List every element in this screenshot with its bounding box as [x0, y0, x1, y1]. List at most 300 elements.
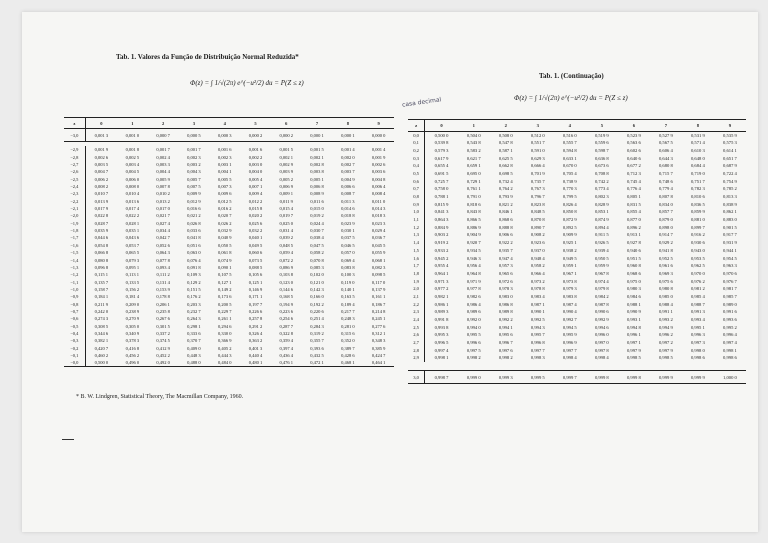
probability-cell: 0,999 8	[586, 371, 618, 384]
probability-cell: 0,998 4	[594, 355, 609, 361]
probability-cell: 0,006 8	[310, 184, 324, 190]
probability-cell: 0,012 5	[217, 198, 232, 204]
probability-cell: 0,648 0	[690, 155, 705, 161]
probability-cell: 0,025 0	[279, 220, 293, 226]
probability-cell: 0,267 6	[156, 316, 170, 322]
probability-cell: 0,004 3	[187, 169, 201, 175]
z-value-cell: 0,5	[408, 170, 425, 178]
probability-cell: 0,294 6	[217, 323, 232, 329]
probability-cell: 0,330 0	[217, 330, 232, 336]
probability-cell: 0,992 9	[594, 317, 609, 323]
probability-cell: 0,998 5	[626, 355, 641, 361]
probability-cell: 0,039 2	[279, 235, 293, 241]
probability-cell: 0,137 9	[371, 286, 386, 292]
probability-cell: 0,841 3	[434, 209, 449, 215]
probability-cell: 0,428 6	[341, 352, 355, 358]
probability-cell: 0,964 1	[434, 270, 449, 276]
z-value-cell: −1,1	[64, 278, 85, 285]
probability-cell: 0,810 6	[690, 194, 705, 200]
z-value-cell: −3,0	[64, 129, 85, 141]
probability-cell: 0,333 6	[187, 330, 201, 336]
table-row	[408, 223, 746, 231]
z-value-cell: −2,4	[64, 183, 85, 190]
probability-cell: 0,807 8	[658, 194, 673, 200]
z-value-cell: 1,2	[408, 223, 425, 231]
table-row	[64, 293, 394, 300]
right-formula: Φ(z) = ∫ 1/√(2π) e^(−u²/2) du = P(Z ≤ z)	[514, 94, 628, 102]
z-value-cell: −1,2	[64, 271, 85, 278]
table-row	[408, 185, 746, 193]
probability-cell: 0,997 1	[626, 340, 641, 346]
probability-cell: 0,001 5	[310, 147, 324, 153]
probability-cell: 0,194 9	[279, 301, 293, 307]
probability-cell: 0,504 0	[466, 132, 481, 138]
probability-cell: 0,009 9	[187, 191, 201, 197]
probability-cell: 0,011 0	[371, 198, 386, 204]
probability-cell: 0,412 9	[156, 345, 170, 351]
probability-cell: 0,095 1	[125, 264, 140, 270]
probability-cell: 0,238 9	[125, 308, 140, 314]
probability-cell: 0,006 0	[125, 176, 140, 182]
probability-cell: 0,048 5	[279, 242, 293, 248]
probability-cell: 0,144 6	[279, 286, 293, 292]
probability-cell: 1	[458, 120, 490, 132]
probability-cell: 0,003 0	[248, 162, 263, 168]
z-value-cell: 1,9	[408, 277, 425, 285]
probability-cell: 0,779 4	[658, 186, 673, 192]
probability-cell: 0,980 8	[658, 286, 673, 292]
probability-cell: 0,014 6	[341, 206, 355, 212]
z-value-cell: 2,0	[408, 285, 425, 293]
probability-cell: 0,977 8	[466, 286, 481, 292]
z-value-cell: −1,3	[64, 264, 85, 271]
probability-cell: 0,153 9	[156, 286, 170, 292]
probability-cell: 0,970 0	[690, 270, 705, 276]
z-value-cell: −2,5	[64, 176, 85, 183]
table-row	[64, 220, 394, 227]
probability-cell: 0,999 8	[618, 371, 650, 384]
probability-cell: 0,993 8	[434, 324, 449, 330]
probability-cell: 0,002 2	[248, 154, 263, 160]
z-value-cell: −0,8	[64, 300, 85, 307]
probability-cell: 0,950 5	[594, 255, 609, 261]
probability-cell: 0,985 0	[658, 293, 673, 299]
probability-cell: 0,103 8	[279, 272, 293, 278]
table-row	[408, 316, 746, 324]
z-value-cell: 1,3	[408, 231, 425, 239]
probability-cell: 0,004 1	[217, 169, 232, 175]
probability-cell: 0,002 5	[125, 154, 140, 160]
table-row	[64, 278, 394, 285]
probability-cell: 0,994 9	[658, 324, 673, 330]
probability-cell: 0,901 5	[723, 224, 737, 230]
probability-cell: 0,448 3	[187, 352, 201, 358]
probability-cell: 0,054 8	[94, 242, 109, 248]
probability-cell: 0,898 0	[658, 224, 673, 230]
probability-cell: 0,917 7	[723, 232, 737, 238]
probability-cell: 0,931 9	[723, 240, 737, 246]
probability-cell: 0,308 5	[94, 323, 109, 329]
probability-cell: 0,003 9	[279, 169, 293, 175]
probability-cell: 0,460 2	[94, 352, 109, 358]
probability-cell: 0,983 8	[562, 293, 577, 299]
z-value-cell: −0,6	[64, 315, 85, 322]
probability-cell: 0,009 1	[279, 191, 293, 197]
probability-cell: 0,452 2	[156, 352, 170, 358]
probability-cell: 0,687 9	[723, 163, 737, 169]
probability-cell: 0,995 3	[434, 332, 449, 338]
left-formula: Φ(z) = ∫ 1/√(2π) e^(−u²/2) du = P(Z ≤ z)	[190, 79, 304, 87]
probability-cell: 0,864 3	[434, 217, 449, 223]
probability-cell: 0,929 2	[658, 240, 673, 246]
probability-cell: 0,378 3	[125, 338, 140, 344]
probability-cell: 0,326 4	[248, 330, 263, 336]
probability-cell: 0,587 1	[498, 147, 513, 153]
probability-cell: 0,793 9	[498, 194, 513, 200]
z-value-cell: −2,6	[64, 168, 85, 175]
probability-cell: 4	[554, 120, 586, 132]
probability-cell: 0,941 8	[658, 247, 673, 253]
probability-cell: 0,025 6	[248, 220, 263, 226]
table-row	[408, 193, 746, 201]
right-table-title: Tab. 1. (Continuação)	[539, 72, 604, 80]
probability-cell: 0,401 3	[248, 345, 263, 351]
probability-cell: 0,559 6	[594, 140, 609, 146]
probability-cell: 0,052 6	[156, 242, 170, 248]
probability-cell: 0,226 6	[248, 308, 263, 314]
probability-cell: 0,001 5	[279, 147, 293, 153]
table-row	[408, 308, 746, 316]
probability-cell: 0,973 8	[562, 278, 577, 284]
table-row	[64, 176, 394, 183]
probability-cell: 0,970 6	[723, 270, 737, 276]
probability-cell: 0,456 2	[125, 352, 140, 358]
table-row	[408, 154, 746, 162]
table-row	[408, 270, 746, 278]
probability-cell: 0,270 9	[125, 316, 140, 322]
probability-cell: 0,042 7	[156, 235, 170, 241]
probability-cell: 0,999 5	[522, 371, 554, 384]
probability-cell: 0,708 8	[594, 170, 609, 176]
probability-cell: 0,032 2	[248, 228, 263, 234]
probability-cell: 0,000 1	[332, 129, 363, 141]
probability-cell: 0,209 0	[125, 301, 140, 307]
probability-cell: 0,989 0	[723, 301, 737, 307]
probability-cell: 7	[650, 120, 682, 132]
probability-cell: 0,007 1	[248, 184, 263, 190]
probability-cell: 0,994 0	[466, 324, 481, 330]
probability-cell: 0,843 8	[466, 209, 481, 215]
probability-cell: 0,991 1	[658, 309, 673, 315]
probability-cell: 0,701 9	[530, 170, 545, 176]
probability-cell: 0,171 1	[248, 294, 263, 300]
probability-cell: 0,996 6	[466, 340, 481, 346]
z-value-cell: z	[64, 118, 85, 129]
probability-cell: 0,015 4	[279, 206, 293, 212]
left-normal-table	[64, 117, 394, 367]
z-value-cell: −2,0	[64, 212, 85, 219]
probability-cell: 0,008 9	[310, 191, 324, 197]
probability-cell: 0,409 0	[187, 345, 201, 351]
probability-cell: 0,904 9	[466, 232, 481, 238]
probability-cell: 0,254 6	[279, 316, 293, 322]
probability-cell: 0,896 2	[626, 224, 641, 230]
probability-cell: 0,083 8	[341, 264, 355, 270]
probability-cell: 3	[179, 118, 210, 129]
probability-cell: 0,868 6	[498, 217, 513, 223]
probability-cell: 0,999 9	[682, 371, 714, 384]
probability-cell: 0,004 9	[341, 176, 355, 182]
probability-cell: 0,986 8	[498, 301, 513, 307]
header-row	[408, 120, 746, 132]
probability-cell: 0,044 6	[94, 235, 109, 241]
probability-cell: 0,992 5	[530, 317, 545, 323]
probability-cell: 0,575 3	[723, 140, 737, 146]
probability-cell: 0,245 1	[371, 316, 386, 322]
table-row	[64, 205, 394, 212]
probability-cell: 0,115 1	[94, 272, 108, 278]
probability-cell: 0,997 4	[434, 347, 449, 353]
probability-cell: 0,922 2	[498, 240, 513, 246]
z-value-cell: 0,6	[408, 177, 425, 185]
probability-cell: 0,416 8	[125, 345, 140, 351]
probability-cell: 0,523 9	[626, 132, 641, 138]
probability-cell: 0,997 5	[466, 347, 481, 353]
probability-cell: 0,802 3	[594, 194, 609, 200]
probability-cell: 0,002 0	[341, 154, 355, 160]
margin-dash	[62, 439, 74, 440]
probability-cell: 0,284 3	[310, 323, 324, 329]
probability-cell: 0,722 4	[723, 170, 737, 176]
probability-cell: 0,954 5	[723, 255, 737, 261]
probability-cell: 1,000 0	[714, 371, 746, 384]
table-row	[64, 300, 394, 307]
probability-cell: 0,815 9	[434, 201, 449, 207]
probability-cell: 0,028 1	[125, 220, 140, 226]
probability-cell: 0,988 4	[658, 301, 673, 307]
table-row	[64, 129, 394, 141]
probability-cell: 0,606 4	[658, 147, 673, 153]
probability-cell: 0,023 3	[371, 220, 386, 226]
probability-cell: 0,029 4	[371, 228, 386, 234]
z-value-cell: −1,4	[64, 256, 85, 263]
probability-cell: 0,527 9	[658, 132, 673, 138]
probability-cell: 0,436 4	[279, 352, 293, 358]
table-row	[408, 131, 746, 139]
z-value-cell: 2,5	[408, 323, 425, 331]
probability-cell: 0,978 3	[498, 286, 513, 292]
probability-cell: 0,017 9	[94, 206, 109, 212]
probability-cell: 0,933 2	[434, 247, 449, 253]
probability-cell: 0,516 0	[562, 132, 577, 138]
probability-cell: 0,945 2	[434, 255, 449, 261]
probability-cell: 0,748 6	[658, 178, 673, 184]
probability-cell: 0,866 5	[466, 217, 481, 223]
probability-cell: 0,953 5	[690, 255, 705, 261]
probability-cell: 0,003 5	[94, 162, 109, 168]
probability-cell: 0,009 4	[248, 191, 263, 197]
probability-cell: 0,951 5	[626, 255, 641, 261]
probability-cell: 2	[490, 120, 522, 132]
probability-cell: 0,214 8	[371, 308, 386, 314]
probability-cell: 0,022 2	[125, 213, 140, 219]
probability-cell: 0,964 8	[466, 270, 481, 276]
table-row	[64, 286, 394, 293]
probability-cell: 0,888 8	[498, 224, 513, 230]
z-value-cell: z	[408, 120, 425, 132]
probability-cell: 0,946 3	[466, 255, 481, 261]
probability-cell: 0,107 5	[217, 272, 232, 278]
probability-cell: 0,959 1	[562, 263, 577, 269]
probability-cell: 0,002 1	[310, 154, 324, 160]
probability-cell: 0,996 1	[626, 332, 641, 338]
probability-cell: 0,248 3	[341, 316, 355, 322]
probability-cell: 0,788 1	[434, 194, 449, 200]
probability-cell: 0,677 2	[626, 163, 641, 169]
probability-cell: 0,019 7	[279, 213, 293, 219]
table-row	[64, 315, 394, 322]
probability-cell: 0,496 0	[117, 359, 148, 366]
probability-cell: 0,135 7	[94, 279, 109, 285]
probability-cell: 0,021 2	[187, 213, 201, 219]
probability-cell: 0,151 5	[187, 286, 201, 292]
table-row	[408, 262, 746, 270]
probability-cell: 8	[332, 118, 363, 129]
probability-cell: 0,998 6	[723, 355, 737, 361]
probability-cell: 0,993 2	[658, 317, 673, 323]
probability-cell: 0,001 9	[94, 147, 109, 153]
probability-cell: 0,890 7	[530, 224, 545, 230]
probability-cell: 0,146 9	[248, 286, 263, 292]
probability-cell: 0,484 0	[209, 359, 240, 366]
probability-cell: 0,006 4	[371, 184, 386, 190]
probability-cell: 0,583 2	[466, 147, 481, 153]
probability-cell: 0,987 8	[594, 301, 609, 307]
probability-cell: 0,102 0	[310, 272, 324, 278]
probability-cell: 0,776 4	[626, 186, 641, 192]
probability-cell: 0,947 4	[498, 255, 513, 261]
probability-cell: 0,035 1	[125, 228, 140, 234]
spacer-row	[408, 362, 746, 371]
probability-cell: 0,531 9	[690, 132, 705, 138]
probability-cell: 0,405 2	[217, 345, 232, 351]
table-row	[64, 198, 394, 205]
table-row	[64, 242, 394, 249]
probability-cell: 0,079 3	[125, 257, 140, 263]
probability-cell: 0,995 2	[723, 324, 737, 330]
probability-cell: 0,251 4	[310, 316, 324, 322]
probability-cell: 6	[271, 118, 302, 129]
probability-cell: 0,053 7	[125, 242, 140, 248]
probability-cell: 0,004 7	[94, 169, 109, 175]
probability-cell: 0,818 6	[466, 201, 481, 207]
probability-cell: 0,821 2	[498, 201, 513, 207]
probability-cell: 0,735 7	[530, 178, 545, 184]
probability-cell: 0,093 4	[156, 264, 170, 270]
probability-cell: 0,026 2	[217, 220, 232, 226]
table-row	[64, 249, 394, 256]
probability-cell: 0,000 2	[271, 129, 302, 141]
probability-cell: 0,186 7	[371, 301, 386, 307]
probability-cell: 0,983 0	[498, 293, 513, 299]
probability-cell: 0,999 3	[490, 371, 522, 384]
probability-cell: 0,939 4	[594, 247, 609, 253]
probability-cell: 0,322 8	[279, 330, 293, 336]
right-normal-table	[408, 119, 746, 384]
probability-cell: 0,999 7	[554, 371, 586, 384]
probability-cell: 0,977 2	[434, 286, 449, 292]
probability-cell: 0,026 8	[187, 220, 201, 226]
probability-cell: 0,990 9	[626, 309, 641, 315]
probability-cell: 0,312 1	[371, 330, 386, 336]
probability-cell: 0,011 3	[341, 198, 355, 204]
probability-cell: 0,968 6	[626, 270, 641, 276]
probability-cell: 0,973 2	[530, 278, 545, 284]
table-row	[64, 190, 394, 197]
probability-cell: 0,976 2	[690, 278, 705, 284]
z-value-cell: 2,6	[408, 331, 425, 339]
probability-cell: 0,512 0	[530, 132, 545, 138]
z-value-cell: −1,9	[64, 220, 85, 227]
probability-cell: 0,983 4	[530, 293, 545, 299]
probability-cell: 4	[209, 118, 240, 129]
table-row	[64, 344, 394, 351]
probability-cell: 0,984 2	[594, 293, 609, 299]
probability-cell: 0,046 5	[341, 242, 355, 248]
probability-cell: 0,023 9	[341, 220, 355, 226]
probability-cell: 0,805 1	[626, 194, 641, 200]
probability-cell: 0,796 7	[530, 194, 545, 200]
probability-cell: 0,000 5	[179, 129, 210, 141]
probability-cell: 9	[363, 118, 394, 129]
probability-cell: 0,040 1	[248, 235, 263, 241]
probability-cell: 0,500 0	[434, 132, 449, 138]
probability-cell: 0,967 8	[594, 270, 609, 276]
probability-cell: 0,960 8	[626, 263, 641, 269]
probability-cell: 0,131 4	[156, 279, 170, 285]
probability-cell: 0,598 7	[594, 147, 609, 153]
probability-cell: 0,337 2	[156, 330, 170, 336]
probability-cell: 0,074 9	[217, 257, 232, 263]
z-value-cell: 2,2	[408, 300, 425, 308]
probability-cell: 0,785 2	[723, 186, 737, 192]
probability-cell: 0,001 6	[248, 147, 263, 153]
probability-cell: 0,257 8	[248, 316, 263, 322]
probability-cell: 0,070 8	[310, 257, 324, 263]
probability-cell: 0,005 7	[187, 176, 201, 182]
probability-cell: 0,229 7	[217, 308, 232, 314]
probability-cell: 0,629 3	[530, 155, 545, 161]
table-row	[64, 234, 394, 241]
probability-cell: 0,176 2	[187, 294, 201, 300]
table-row	[408, 323, 746, 331]
probability-cell: 0,636 8	[594, 155, 609, 161]
probability-cell: 0,301 5	[156, 323, 170, 329]
probability-cell: 0,838 9	[723, 201, 737, 207]
probability-cell: 0,003 3	[156, 162, 170, 168]
probability-cell: 0,857 7	[658, 209, 673, 215]
table-row	[64, 308, 394, 315]
probability-cell: 0,551 7	[530, 140, 545, 146]
probability-cell: 0,168 5	[279, 294, 293, 300]
probability-cell: 0,015 8	[248, 206, 263, 212]
z-value-cell: 1,8	[408, 270, 425, 278]
probability-cell: 0,018 8	[341, 213, 355, 219]
z-value-cell: 1,1	[408, 216, 425, 224]
probability-cell: 0,834 0	[658, 201, 673, 207]
probability-cell: 0,782 3	[690, 186, 705, 192]
probability-cell: 0,055 9	[371, 250, 386, 256]
